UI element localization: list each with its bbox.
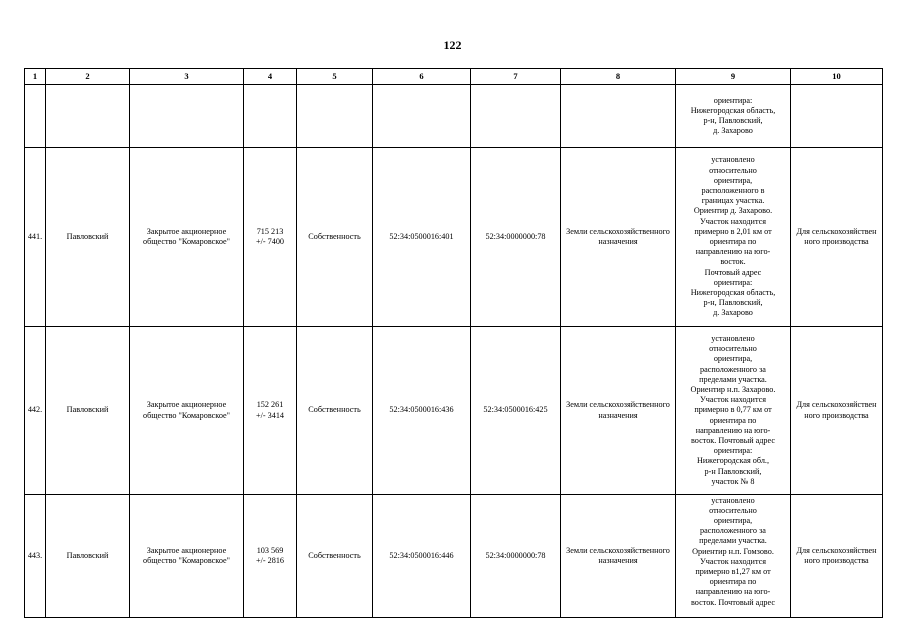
area-cell bbox=[244, 495, 297, 618]
empty-cell bbox=[130, 85, 244, 148]
right-type-cell: Собственность bbox=[297, 327, 373, 495]
right-type-cell: Собственность bbox=[297, 495, 373, 618]
row-number-cell: 442. bbox=[25, 327, 46, 495]
area-cell bbox=[244, 148, 297, 327]
location-text: ориентира: Нижегородская область, р-н, Павловский, д. Захарово bbox=[690, 95, 776, 136]
empty-cell bbox=[373, 85, 471, 148]
header-cell-5: 5 bbox=[297, 69, 373, 85]
location-text: установлено относительно ориентира, расположенного в границах участка. Ориентир д. Захарово. Участок находится примерно в 2,01 км от ориентира по направлению на юго- восток. Почтовый адрес ориентира: Нижегородская область, р-н, Павловский, д. Захарово bbox=[690, 155, 776, 318]
header-cell-10: 10 bbox=[791, 69, 883, 85]
header-cell-3: 3 bbox=[130, 69, 244, 85]
land-registry-table bbox=[24, 68, 883, 618]
location-cell bbox=[676, 495, 791, 618]
header-row bbox=[25, 69, 883, 85]
area-text: 715 213 +/- 7400 bbox=[255, 226, 285, 246]
parent-cadastral-cell: 52:34:0500016:425 bbox=[471, 327, 561, 495]
land-category-cell: Земли сельскохозяйственного назначения bbox=[561, 327, 676, 495]
right-type-cell: Собственность bbox=[297, 148, 373, 327]
header-cell-7: 7 bbox=[471, 69, 561, 85]
header-cell-9: 9 bbox=[676, 69, 791, 85]
empty-cell bbox=[471, 85, 561, 148]
table-row bbox=[25, 495, 883, 618]
cadastral-number-cell: 52:34:0500016:401 bbox=[373, 148, 471, 327]
area-text: 152 261 +/- 3414 bbox=[255, 400, 285, 420]
usage-cell: Для сельскохозяйствен ного производства bbox=[791, 495, 883, 618]
district-cell: Павловский bbox=[46, 327, 130, 495]
district-cell: Павловский bbox=[46, 495, 130, 618]
table-row-continuation bbox=[25, 85, 883, 148]
usage-cell: Для сельскохозяйствен ного производства bbox=[791, 148, 883, 327]
owner-cell: Закрытое акционерное общество "Комаровское" bbox=[130, 495, 244, 618]
area-text: 103 569 +/- 2816 bbox=[255, 545, 285, 565]
empty-cell bbox=[46, 85, 130, 148]
table-row bbox=[25, 327, 883, 495]
header-cell-8: 8 bbox=[561, 69, 676, 85]
empty-cell bbox=[561, 85, 676, 148]
page-number: 122 bbox=[443, 38, 462, 52]
table-row bbox=[25, 148, 883, 327]
empty-cell bbox=[297, 85, 373, 148]
parent-cadastral-cell: 52:34:0000000:78 bbox=[471, 495, 561, 618]
area-cell bbox=[244, 327, 297, 495]
location-cell bbox=[676, 85, 791, 148]
parent-cadastral-cell: 52:34:0000000:78 bbox=[471, 148, 561, 327]
header-cell-2: 2 bbox=[46, 69, 130, 85]
land-category-cell: Земли сельскохозяйственного назначения bbox=[561, 148, 676, 327]
row-number-cell: 443. bbox=[25, 495, 46, 618]
location-cell bbox=[676, 148, 791, 327]
location-text: установлено относительно ориентира, расположенного за пределами участка. Ориентир н.п. Захарово. Участок находится примерно в 0,77 км от ориентира по направлению на юго- восток. Почтовый адрес ориентира: Нижегородская обл., р-н Павловский, участок № 8 bbox=[690, 333, 776, 486]
empty-cell bbox=[25, 85, 46, 148]
cadastral-number-cell: 52:34:0500016:446 bbox=[373, 495, 471, 618]
header-cell-6: 6 bbox=[373, 69, 471, 85]
header-cell-1: 1 bbox=[25, 69, 46, 85]
location-text: установлено относительно ориентира, расположенного за пределами участка. Ориентир н.п. Гомзово. Участок находится примерно в1,27 км от ориентира по направлению на юго- восток. Почтовый адрес bbox=[690, 495, 775, 607]
land-category-cell: Земли сельскохозяйственного назначения bbox=[561, 495, 676, 618]
cadastral-number-cell: 52:34:0500016:436 bbox=[373, 327, 471, 495]
location-cell bbox=[676, 327, 791, 495]
owner-cell: Закрытое акционерное общество "Комаровское" bbox=[130, 148, 244, 327]
header-cell-4: 4 bbox=[244, 69, 297, 85]
row-number-cell: 441. bbox=[25, 148, 46, 327]
district-cell: Павловский bbox=[46, 148, 130, 327]
owner-cell: Закрытое акционерное общество "Комаровское" bbox=[130, 327, 244, 495]
usage-cell: Для сельскохозяйствен ного производства bbox=[791, 327, 883, 495]
empty-cell bbox=[244, 85, 297, 148]
empty-cell bbox=[791, 85, 883, 148]
